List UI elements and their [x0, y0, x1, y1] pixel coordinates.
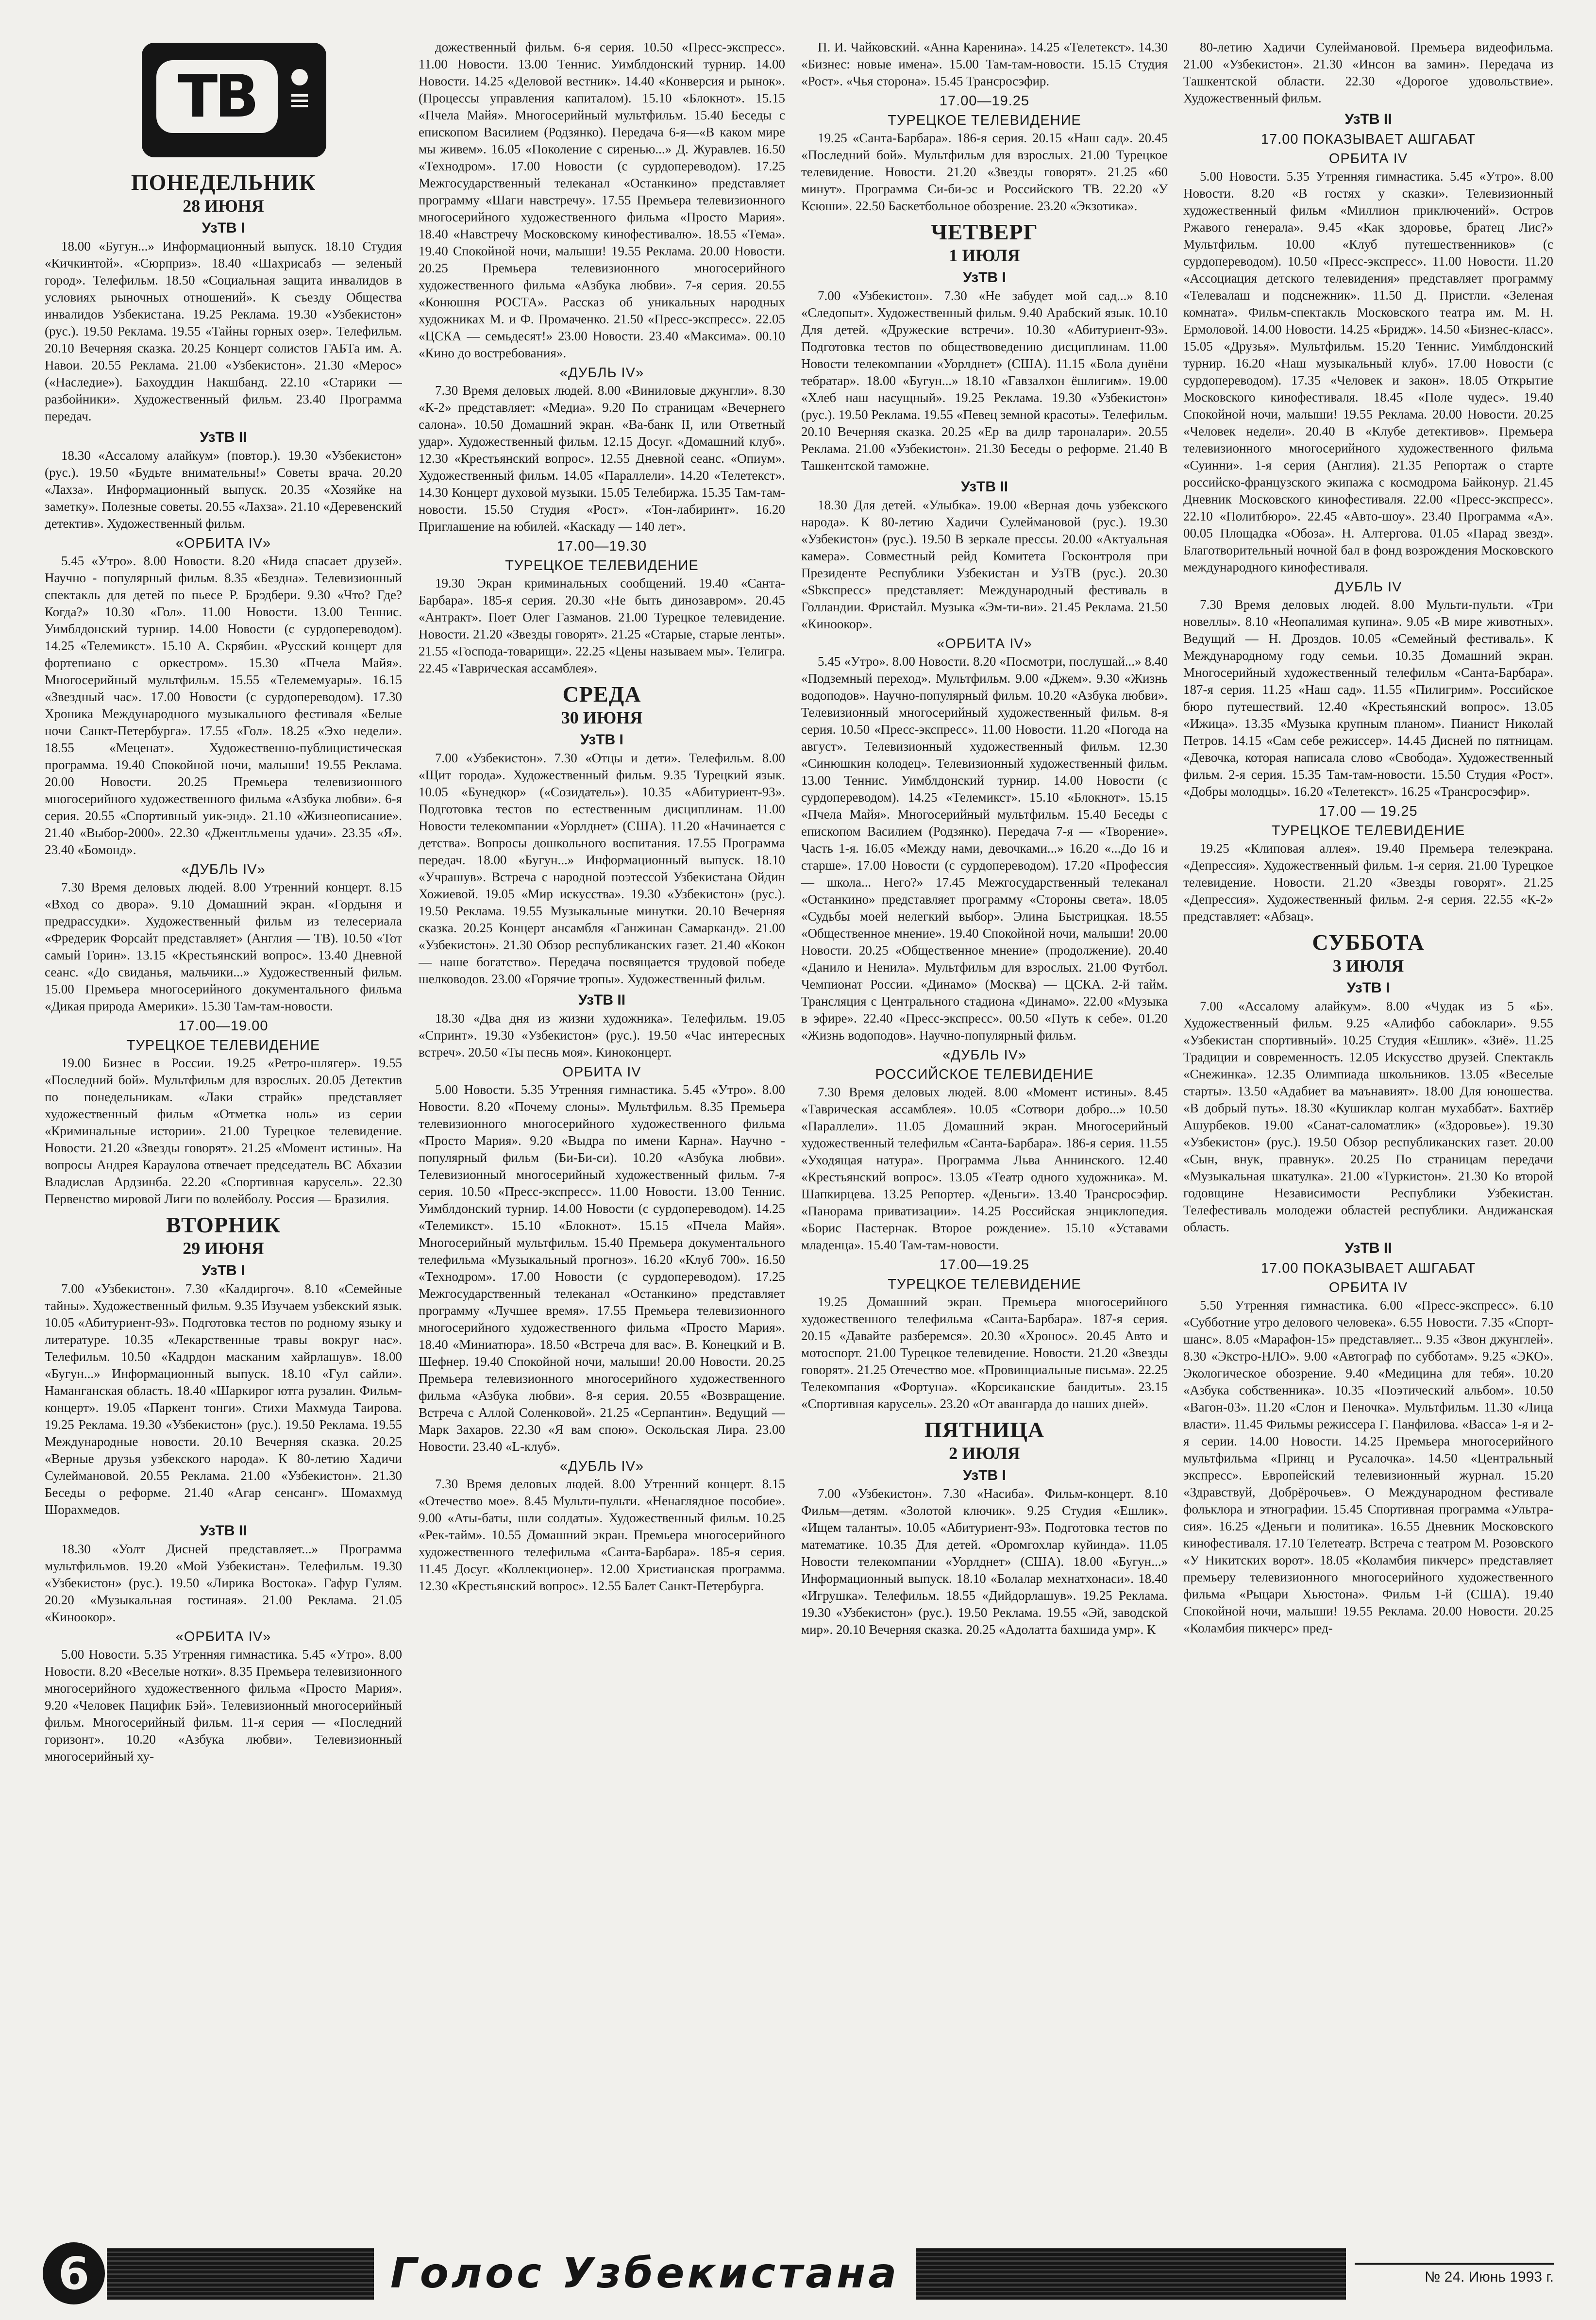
- program-listing: 7.30 Время деловых людей. 8.00 Мульти-пульти. «Три новеллы». 8.10 «Неопалимая купина». 9.05 «В мире животных». Ведущий — Н. Дроздов. 10.05 «Семейный фестиваль». К Международному году семьи. 10.35 Домашний экран. Многосерийный художественный телефильм «Санта-Барбара». 187-я серия. 11.25 «Наш сад». 11.55 «Пилигрим». Российское бюро путешествий. 12.40 «Крестьянский вопрос». 13.05 «Ижица». 13.35 «Музыка крупным планом». Пианист Николай Петров. 14.15 «Сам себе режиссер». 14.45 Дисней по пятницам. «Девочка, которая написала слово «Свобода». Художественный фильм. 2-я серия. 15.35 Там-там-новости. 15.50 Студия «Рост». «Добры молодцы». 16.20 «Телетекст». 16.25 «Трансросэфир».: [1183, 597, 1553, 799]
- column-1: [45, 165, 402, 2195]
- section-subheading: РОССИЙСКОЕ ТЕЛЕВИДЕНИЕ: [875, 1067, 1094, 1082]
- section-subheading: ОРБИТА IV: [562, 1064, 641, 1080]
- program-listing: 19.25 «Санта-Барбара». 186-я серия. 20.15 «Наш сад». 20.45 «Последний бой». Мультфильм для взрослых. 21.00 Турецкое телевидение. Новости. 21.20 «Звезды говорят». 21.25 «60 минут». Программа Си-би-эс и Российского ТВ. 22.20 «У Ксюши». 22.50 Баскетбольное обозрение. 23.20 «Экзотика».: [801, 131, 1168, 213]
- date-heading: 2 ИЮЛЯ: [949, 1444, 1020, 1463]
- program-listing: 18.00 «Бугун...» Информационный выпуск. 18.10 Студия «Кичкинтой». «Сюрприз». 18.40 «Шахрисабз — зеленый город». Телефильм. 18.50 «Социальная защита инвалидов в условиях рыночных отношений». К съезду Общества инвалидов Узбекистана. 19.25 Реклама. 19.30 «Узбекистон» (рус.). 19.50 Реклама. 19.55 «Тайны горных озер». Телефильм. 20.10 Вечерняя сказка. 20.25 Концерт солистов ГАБТа им. А. Навои. 20.55 Реклама. 21.00 «Узбекистон». 21.30 «Мерос» («Наследие»). Бахоуддин Накшбанд. 22.10 «Старики — разбойники». Художественный фильм. 23.40 Программа передач.: [45, 239, 402, 423]
- channel-heading: УзТВ II: [1344, 111, 1392, 127]
- date-heading: 1 ИЮЛЯ: [949, 246, 1020, 265]
- program-listing: 7.00 «Узбекистон». 7.30 «Отцы и дети». Телефильм. 8.00 «Щит города». Художественный фильм. 9.35 Турецкий язык. 10.05 «Бунедкор» («Созидатель»). 10.35 «Абитуриент-93». Подготовка тестов по естественным дисциплинам. 11.00 Новости телекомпании «Уорлднет» (США). 11.20 «Начинается с детства». Вопросы дошкольного воспитания. 17.55 Программа передач. 18.00 «Бугун...» Информационный выпуск. 18.10 «Учрашув». Встреча с народной поэтессой Узбекистана Ойдин Хожиевой. 19.05 «Мир искусства». 19.30 «Узбекистон» (рус.). 19.50 Реклама. 19.55 Музыкальные минутки. 20.10 Вечерняя сказка. 20.25 Концерт ансамбля «Ганжинан Самарканд». 21.00 «Узбекистон». 21.30 Обзор республиканских газет. 21.40 «Кокон — наше богатство». Передача посвящается трудовой победе шелководов. 23.00 «Горячие тропы». Художественный фильм.: [419, 751, 785, 986]
- program-listing: 7.00 «Ассалому алайкум». 8.00 «Чудак из 5 «Б». Художественный фильм. 9.25 «Алифбо сабоклари». 9.55 «Узбекистан спортивный». 10.25 Студия «Ешлик». «Зиё». 11.25 Традиции и современность. 12.05 Искусство друзей. Спектакль «Снежинка». 12.35 Олимпиада школьников. 13.05 «Веселые старты». 13.50 «Адабиет ва маънавият». 18.00 Для юношества. «В добрый путь». 18.30 «Кушиклар колган мухаббат». Бахтиёр Ашурбеков. 19.00 «Санат-саломатлик» («Здоровье»). 19.30 «Узбекистон» (рус.). 19.50 Обзор республиканских газет. 20.00 «Сын, внук, правнук». 20.25 По страницам передачи «Музыкальная шкатулка». 21.00 «Туркистон». 21.30 Ко второй годовщине Независимости Республики Узбекистан. Телефестиваль молодежи областей республики. Андижанская область.: [1183, 999, 1553, 1234]
- section-subheading: «ОРБИТА IV»: [937, 636, 1032, 652]
- program-listing: 19.00 Бизнес в России. 19.25 «Ретро-шлягер». 19.55 «Последний бой». Мультфильм для взрослых. 20.05 Детектив по понедельникам. «Лаки страйк» представляет художественный фильм «Отметка ноль» из серии «Криминальные истории». 21.00 Турецкое телевидение. Новости. 21.20 «Звезды говорят». 21.25 «Момент истины». На вопросы Андрея Караулова отвечает председатель ВС Абхазии Владислав Ардзинба. 22.20 «Спортивная карусель». 22.30 Первенство мировой Лиги по волейболу. Россия — Бразилия.: [45, 1056, 402, 1206]
- column-2: [419, 39, 785, 2195]
- section-subheading: 17.00 — 19.25: [1319, 804, 1418, 819]
- section-subheading: ТУРЕЦКОЕ ТЕЛЕВИДЕНИЕ: [888, 113, 1081, 128]
- channel-heading: УзТВ II: [1344, 1240, 1392, 1256]
- section-subheading: 17.00—19.25: [939, 1257, 1030, 1273]
- channel-heading: УзТВ II: [578, 992, 626, 1008]
- program-listing: 19.25 Домашний экран. Премьера многосерийного художественного телефильма «Санта-Барбара». 187-я серия. 20.15 «Давайте разберемся». 20.30 «Хронос». 20.45 Авто и мотоспорт. 21.00 Турецкое телевидение. Новости. 21.20 «Звезды говорят». 21.25 Отечество мое. «Провинциальные письма». 22.25 Телекомпания «Фортуна». «Корсиканские бандиты». 23.15 «Спортивная карусель». 23.20 «От авангарда до наших дней».: [801, 1294, 1168, 1411]
- section-subheading: ТУРЕЦКОЕ ТЕЛЕВИДЕНИЕ: [1271, 823, 1465, 839]
- program-listing: 5.45 «Утро». 8.00 Новости. 8.20 «Посмотри, послушай...» 8.40 «Подземный переход». Мультфильм. 9.00 «Джем». 9.30 «Жизнь водоподов». Научно-популярный фильм. 10.20 «Азбука любви». Телевизионный многосерийный художественный фильм. 8-я серия. 10.50 «Пресс-экспресс». 11.00 Новости. 11.20 «Погода на август». Телевизионный художественный фильм. 12.30 «Синюшкин колодец». Телевизионный художественный фильм. 13.00 Теннис. Уимблдонский турнир. 14.00 Новости (с сурдопереводом). 14.25 «Телемикст». 15.10 «Блокнот». 15.15 «Пчела Майя». Многосерийный мультфильм. 15.40 Беседы с епископом Василием (Родзянко). Передача 7-я — «Творение». Часть 1-я. 16.05 «Между нами, девочками...» 16.20 «...До 16 и старше». 17.00 Новости (с сурдопереводом). 17.20 «Профессия — школа... Него?» 17.45 Межгосударственный телеканал «Останкино» представляет программу «Стороны света». 18.05 «Судьбы моей нелегкий выбор». Элина Быстрицкая. 18.55 «Общественное мнение». 19.40 Спокойной ночи, малыши! 20.00 Новости. 20.25 «Общественное мнение» (продолжение). 20.40 «Данило и Ненила». Мультфильм для взрослых. 21.00 Футбол. Чемпионат России. «Динамо» (Москва) — ЦСКА. 2-й тайм. Трансляция с Центрального стадиона «Динамо». 22.00 «Музыка в эфире». 22.40 «Пресс-экспресс». 00.50 «Путь к себе». 01.20 «Жизнь водоподов». Научно-популярный фильм.: [801, 654, 1168, 1042]
- program-listing: 18.30 «Два дня из жизни художника». Телефильм. 19.05 «Спринт». 19.30 «Узбекистон» (рус.). 19.50 «Час интересных встреч». 20.50 «Ты песнь моя». Киноконцерт.: [419, 1011, 785, 1059]
- program-listing: 19.30 Экран криминальных сообщений. 19.40 «Санта-Барбара». 185-я серия. 20.30 «Не быть динозавром». 20.45 «Антракт». Поет Олег Газманов. 21.00 Турецкое телевидение. Новости. 21.20 «Звезды говорят». 21.25 «Старые, старые ленты». 21.55 «Господа-товарищи». 22.25 «Цены называем мы». Телигра. 22.45 «Таврическая ассамблея».: [419, 576, 785, 675]
- section-subheading: «ДУБЛЬ IV»: [942, 1047, 1027, 1063]
- date-heading: 3 ИЮЛЯ: [1332, 956, 1404, 975]
- day-heading: ПЯТНИЦА: [924, 1417, 1045, 1442]
- program-listing: 7.30 Время деловых людей. 8.00 «Момент истины». 8.45 «Таврическая ассамблея». 10.05 «Сотвори добро...» 10.50 «Параллели». 11.05 Домашний экран. Многосерийный художественный телефильм «Санта-Барбара». 186-я серия. 11.55 «Уходящая натура». Программа Льва Аннинского. 12.40 «Крестьянский вопрос». 13.05 «Театр одного художника». М. Шапкирцева. 13.25 Репортер. «Деньги». 13.40 Трансросэфир. «Панорама приватизации». 14.25 Российская энциклопедия. «Борис Пастернак. Второе рождение». 15.10 «Уставами младенца». 15.40 Там-там-новости.: [801, 1085, 1168, 1252]
- column-3: [801, 39, 1168, 2195]
- section-subheading: 17.00—19.30: [556, 538, 647, 554]
- program-listing: дожественный фильм. 6-я серия. 10.50 «Пресс-экспресс». 11.00 Новости. 13.00 Теннис. Уимблдонский турнир. 14.00 Новости. 14.25 «Деловой вестник». 14.40 «Конверсия и рынок». (Процессы управления капиталом). 15.10 «Блокнот». 15.15 «Пчела Майя». Многосерийный мультфильм. 15.40 Беседы с епископом Василием (Родзянко). Передача 6-я—«В каком мире мы живем». 16.05 «Поколение с сиренью...» Д. Журавлев. 16.50 «Технодром». 17.00 Новости (с сурдопереводом). 17.25 Межгосударственный телеканал «Останкино» представляет программу «Шаги навстречу». 17.55 Премьера телевизионного многосерийного художественного фильма «Просто Мария». 18.40 «Навстречу Московскому кинофестивалю». 18.55 «Тема». 19.40 Спокойной ночи, малыши! 19.55 Реклама. 20.00 Новости. 20.25 Премьера телевизионного многосерийного художественного фильма «Азбука любви». 7-я серия. 20.55 «Конюшня РОСТА». Рассказ об уникальных народных художниках М. и Ф. Промаченко. 21.50 «Пресс-экспресс». 22.05 «ЦСКА — семьдесят!» 23.00 Новости. 23.40 «Максима». 00.10 «Кино до востребования».: [419, 40, 785, 360]
- program-listing: 7.00 «Узбекистон». 7.30 «Не забудет мой сад...» 8.10 «Следопыт». Художественный фильм. 9.40 Арабский язык. 10.10 Для детей. «Дружеские встречи». 10.30 «Абитуриент-93». Подготовка тестов по обществоведению дисциплинам. 11.00 Новости телекомпании «Уорлднет» (США). 11.15 «Бола дунёни тебратар». 18.00 «Бугун...» 18.10 «Гавзалхон ёшлигим». 19.00 «Хлеб наш насущный». 19.25 Реклама. 19.30 «Узбекистон» (рус.). 19.50 Реклама. 19.55 «Певец земной красоты». Телефильм. 20.10 Вечерняя сказка. 20.25 «Ер ва дилр тароналари». 20.55 Реклама. 21.00 «Узбекистон». 21.30 Беседы о реформе. 21.40 В Ташкентской таможне.: [801, 288, 1168, 473]
- program-listing: П. И. Чайковский. «Анна Каренина». 14.25 «Телетекст». 14.30 «Бизнес: новые имена». 15.00 Там-там-новости. 15.15 Студия «Рост». «Чья сторона». 15.45 Трансросэфир.: [801, 40, 1168, 88]
- channel-heading: УзТВ I: [580, 732, 623, 748]
- program-listing: 5.45 «Утро». 8.00 Новости. 8.20 «Нида спасает друзей». Научно - популярный фильм. 8.35 «Бездна». Телевизионный спектакль для детей по пьесе Р. Брэдбери. 9.30 «Что? Где? Когда?» 10.30 «Гол». 11.00 Новости. 13.00 Теннис. Уимблдонский турнир. 14.00 Новости (с сурдопереводом). 14.25 «Телемикст». 15.10 А. Скрябин. «Русский концерт для фортепиано с оркестром». 15.30 «Пчела Майя». Многосерийный мультфильм. 15.55 «Телемемуары». 16.15 «Звездный час». 17.00 Новости (с сурдопереводом). 17.30 Хроника Международного музыкального фестиваля «Белые ночи Санкт-Петербурга». 17.55 «Гол». 18.25 «Эхо недели». 18.55 «Меценат». Художественно-публицистическая программа. 19.40 Спокойной ночи, малыши! 19.55 Реклама. 20.00 Новости. 20.25 Премьера телевизионного многосерийного художественного фильма «Азбука любви». 6-я серия. 20.55 «Спортивный уик-энд». 21.10 «Жизнеописание». 21.40 «Выбор-2000». 22.30 «Джентльмены удачи». 23.35 «Я». 23.40 «Бомонд».: [45, 554, 402, 857]
- program-listing: 18.30 Для детей. «Улыбка». 19.00 «Верная дочь узбекского народа». К 80-летию Хадичи Сулеймановой (рус.). 19.30 «Узбекистон» (рус.). 19.50 В зеркале прессы. 20.00 «Актуальная камера». Совместный рейд Комитета Госконтроля при Президенте Республики Узбекистан и УзТВ (рус.). 20.30 «Sbкспресс» представляет: Международный фестиваль в Голландии. Фристайл. Музыка «Эм-ти-ви». 21.45 Реклама. 21.50 «Киноокор».: [801, 498, 1168, 631]
- program-listing: 19.25 «Клиповая аллея». 19.40 Премьера телеэкрана. «Депрессия». Художественный фильм. 1-я серия. 21.00 Турецкое телевидение. Новости. 21.20 «Звезды говорят». 21.25 «Депрессия». Художественный фильм. 2-я серия. 22.55 «К-2» представляет: «Абзац».: [1183, 841, 1553, 924]
- section-subheading: 17.00—19.00: [178, 1018, 269, 1034]
- section-subheading: 17.00 ПОКАЗЫВАЕТ АШГАБАТ: [1260, 132, 1476, 147]
- section-subheading: 17.00 ПОКАЗЫВАЕТ АШГАБАТ: [1260, 1261, 1476, 1276]
- section-subheading: ОРБИТА IV: [1328, 1280, 1408, 1295]
- program-listing: 18.30 «Ассалому алайкум» (повтор.). 19.30 «Узбекистон» (рус.). 19.50 «Будьте внимательны!» Советы врача. 20.20 «Лахза». Информационный выпуск. 20.35 «Хозяйке на заметку». Полезные советы. 20.55 «Лахза». 21.10 «Деревенский детектив». Художественный фильм.: [45, 448, 402, 531]
- section-subheading: ОРБИТА IV: [1328, 151, 1408, 167]
- program-listing: 5.50 Утренняя гимнастика. 6.00 «Пресс-экспресс». 6.10 «Субботние утро делового человека». 6.55 Новости. 7.35 «Спорт-шанс». 8.05 «Марафон-15» представляет... 9.35 «Звон джунглей». 8.30 «Экстро-НЛО». 9.00 «Автограф по субботам». 9.25 «ЭКО». Экологическое обозрение. 9.40 «Медицина для тебя». 10.20 «Азбука собственника». 10.35 «Поэтический альбом». 10.50 «Вагон-03». 11.20 «Слон и Пеночка». Мультфильм. 11.30 «Лица власти». 11.45 Фильмы режиссера Г. Панфилова. «Васса» 1-я и 2-я серии. 14.00 Новости. 14.25 Премьера многосерийного мультфильма «Принц и Русалочка». 14.50 «Центральный экспресс». Европейский телевизионный журнал. 15.20 «Здравствуй, Добрёрочьев». О Международном фестивале фольклора и этнографии. 15.45 Спортивная программа «Ультра-сия». 16.25 «Деньги и политика». 16.55 Дневник Московского кинофестиваля. 17.10 Телетеатр. Встреча с театром М. Розовского «У Никитских ворот». 18.05 «Коламбия пикчерс» представляет премьеру телевизионного многосерийного художественного фильма «Рыцари Хьюстона». Фильм 1-й (США). 19.40 Спокойной ночи, малыши! 19.55 Реклама. 20.00 Новости. 20.25 «Коламбия пикчерс» пред-: [1183, 1298, 1553, 1635]
- day-heading: СУББОТА: [1312, 930, 1425, 955]
- page-number: 6: [43, 2242, 105, 2304]
- section-subheading: ТУРЕЦКОЕ ТЕЛЕВИДЕНИЕ: [505, 558, 699, 573]
- section-subheading: «ОРБИТА IV»: [175, 536, 271, 551]
- issue-info: № 24. Июнь 1993 г.: [1355, 2263, 1554, 2294]
- section-subheading: «ОРБИТА IV»: [175, 1629, 271, 1645]
- section-subheading: «ДУБЛЬ IV»: [181, 862, 266, 877]
- section-subheading: «ДУБЛЬ IV»: [559, 1459, 644, 1474]
- section-subheading: ТУРЕЦКОЕ ТЕЛЕВИДЕНИЕ: [888, 1277, 1081, 1292]
- tv-logo: [142, 43, 326, 157]
- channel-heading: УзТВ I: [963, 269, 1006, 286]
- date-heading: 28 ИЮНЯ: [183, 196, 264, 216]
- program-listing: 18.30 «Уолт Дисней представляет...» Программа мультфильмов. 19.20 «Мой Узбекистан». Телефильм. 19.30 «Узбекистон» (рус.). 19.50 «Лирика Востока». Гафур Гулям. 20.20 «Музыкальная гостиная». 21.00 Реклама. 21.05 «Киноокор».: [45, 1542, 402, 1624]
- section-subheading: «ДУБЛЬ IV»: [559, 365, 644, 381]
- program-listing: 80-летию Хадичи Сулеймановой. Премьера видеофильма. 21.00 «Узбекистон». 21.30 «Инсон ва замин». Передача из Ташкентской области. 22.30 «Дорогое удовольствие». Художественный фильм.: [1183, 40, 1553, 105]
- channel-heading: УзТВ I: [202, 1262, 245, 1278]
- program-listing: 7.00 «Узбекистон». 7.30 «Насиба». Фильм-концерт. 8.10 Фильм—детям. «Золотой ключик». 9.25 Студия «Ешлик». «Ищем таланты». 10.05 «Абитуриент-93». Подготовка тестов по математике. 10.35 Для детей. «Оромгохлар куйинда». 11.05 Новости телекомпании «Уорлднет» (США). 18.00 «Бугун...» Информационный выпуск. 18.10 «Болалар мехнатхонаси». 18.40 «Игрушка». Телефильм. 18.55 «Дийдорлашув». 19.25 Реклама. 19.30 «Узбекистон» (рус.). 19.50 Реклама. 19.55 «Эй, заводской мир». 20.10 Вечерняя сказка. 20.25 «Адолатта бахшида умр». К: [801, 1486, 1168, 1637]
- tv-logo-knobs: [287, 64, 312, 110]
- channel-heading: УзТВ I: [202, 220, 245, 236]
- tv-logo-text: ТВ: [156, 60, 278, 133]
- date-heading: 29 ИЮНЯ: [183, 1239, 264, 1258]
- program-listing: 7.30 Время деловых людей. 8.00 «Виниловые джунгли». 8.30 «К-2» представляет: «Медиа». 9.20 По страницам «Вечернего салона». 10.50 Домашний экран. «Ва-банк II, или Ответный удар». Художественный фильм. 12.15 Досуг. «Домашний клуб». 12.30 «Крестьянский вопрос». 12.55 Дневной сеанс. «Опиум». Художественный фильм. 14.05 «Параллели». 14.20 «Телетекст». 14.30 Концерт духовой музыки. 15.05 Телебиржа. 15.35 Там-там-новости. 15.50 Студия «Рост». «Тон-лабиринт». 16.20 Приглашение на юбилей. «Каскаду — 140 лет».: [419, 383, 785, 534]
- channel-heading: УзТВ I: [963, 1467, 1006, 1483]
- column-4: [1183, 39, 1553, 2195]
- day-heading: ПОНЕДЕЛЬНИК: [131, 170, 316, 195]
- channel-heading: УзТВ II: [960, 479, 1008, 495]
- program-listing: 5.00 Новости. 5.35 Утренняя гимнастика. 5.45 «Утро». 8.00 Новости. 8.20 «Почему слоны». Мультфильм. 8.35 Премьера телевизионного многосерийного художественного фильма «Просто Мария». 9.20 «Выдра по имени Карна». Научно - популярный фильм (Би-Би-си). 10.20 «Азбука любви». Телевизионный многосерийный художественный фильм. 7-я серия. 10.50 «Пресс-экспресс». 11.00 Новости. 13.00 Теннис. Уимблдонский турнир. 14.00 Новости (с сурдопереводом). 14.25 «Телемикст». 15.10 «Блокнот». 15.15 «Пчела Майя». Многосерийный мультфильм. 15.40 Премьера документального телефильма «Музыкальный прогноз». 16.20 «Клуб 700». 16.50 «Технодром». 17.00 Новости (с сурдопереводом). 17.25 Межгосударственный телеканал «Останкино» представляет программу «Лучшее время». 17.55 Премьера телевизионного многосерийного художественного фильма «Просто Мария». 18.40 «Миниатюра». 18.50 «Встреча для вас». В. Конецкий и В. Шефнер. 19.40 Спокойной ночи, малыши! 20.00 Новости. 20.25 Премьера телевизионного многосерийного художественного фильма «Азбука любви». 8-я серия. 20.55 «Возвращение. Встреча с Аллой Соленковой». 21.25 «Серпантин». Ведущий — Марк Захаров. 22.30 «Я вам спою». Оскольская Лира. 23.00 Новости. 23.40 «L-клуб».: [419, 1082, 785, 1454]
- day-heading: СРЕДА: [562, 682, 641, 706]
- day-heading: ЧЕТВЕРГ: [931, 219, 1038, 244]
- channel-heading: УзТВ II: [200, 1523, 247, 1539]
- program-listing: 5.00 Новости. 5.35 Утренняя гимнастика. 5.45 «Утро». 8.00 Новости. 8.20 «В гостях у сказки». Телевизионный художественный фильм «Миллион приключений». Остров Ржавого генерала». 9.45 «Как здоровье, братец Лис?» Мультфильм. 10.00 «Клуб путешественников» (с сурдопереводом). 10.50 «Пресс-экспресс». 11.00 Новости. 11.20 «Ассоциация детского телевидения» представляет программу «Телевалаш и подснежник». 11.50 Д. Пристли. «Зеленая комната». Фильм-спектакль Московского театра им. М. Н. Ермоловой. 14.00 Новости. 14.25 «Бридж». 14.50 «Бизнес-класс». 15.05 «Друзья». Мультфильм. 15.20 Теннис. Уимблдонский турнир. 16.20 «Наш музыкальный клуб». 17.00 Новости (с сурдопереводом). 17.35 «Человек и закон». 18.05 Открытие Московского кинофестиваля. 18.45 «Поле чудес». 19.40 Спокойной ночи, малыши! 19.55 Реклама. 20.00 Новости. 20.25 «Человек недели». 20.40 В «Клубе детективов». Премьера телевизионного многосерийного художественного фильма «Суинни». 1-я серия (Англия). 21.35 Репортаж о старте российско-французского экипажа с космодрома Байконур. 21.45 Дневник Московского кинофестиваля. 22.00 «Пресс-экспресс». 22.10 «Политбюро». 22.45 «Авто-шоу». 23.40 Программа «А». 00.05 Площадка «Обоза». Н. Алтергова. 01.05 «Парад звезд». Благотворительный ночной бал в фонд возрождения Московского международного кинофестиваля.: [1183, 169, 1553, 574]
- day-heading: ВТОРНИК: [166, 1212, 281, 1237]
- program-listing: 7.00 «Узбекистон». 7.30 «Калдиргоч». 8.10 «Семейные тайны». Художественный фильм. 9.35 Изучаем узбекский язык. 10.05 «Абитуриент-93». Подготовка тестов по родному языку и литературе. 10.35 «Лекарственные травы вокруг нас». Телефильм. 10.50 «Кадрдон масканим хайрлашув». 18.00 «Бугун...» Информационный выпуск. 18.10 «Гул сайли». Наманганская область. 18.40 «Шаркирог ютга рузалин. Фильм-концерт». 19.05 «Паркент тонги». Стихи Махмуда Таирова. 19.25 Реклама. 19.30 «Узбекистон» (рус.). 19.50 Реклама. 19.55 Международные новости. 20.10 Вечерняя сказка. 20.25 «Верные друзья узбекского народа». К 80-летию Хадичи Сулеймановой. 20.55 Реклама. 21.00 «Узбекистон». 21.30 Беседы о реформе. 21.40 «Агар сенсанг». Шомахмуд Шорахмедов.: [45, 1281, 402, 1517]
- program-listing: 7.30 Время деловых людей. 8.00 Утренний концерт. 8.15 «Вход со двора». 9.10 Домашний экран. «Гордыня и предрассудки». Художественный фильм из телесериала «Фредерик Форсайт представляет» (Англия — ТВ). 10.50 «Тот самый Горин». 13.15 «Крестьянский вопрос». 13.40 Дневной сеанс. «До свиданья, мальчики...» Художественный фильм. 15.00 Премьера многосерийного документального фильма «Дикая природа Америки». 15.30 Там-там-новости.: [45, 880, 402, 1013]
- channel-heading: УзТВ I: [1346, 980, 1390, 996]
- section-subheading: 17.00—19.25: [939, 93, 1030, 109]
- section-subheading: ТУРЕЦКОЕ ТЕЛЕВИДЕНИЕ: [126, 1038, 320, 1053]
- date-heading: 30 ИЮНЯ: [561, 708, 643, 727]
- program-listing: 5.00 Новости. 5.35 Утренняя гимнастика. 5.45 «Утро». 8.00 Новости. 8.20 «Веселые нотки». 8.35 Премьера телевизионного многосерийного художественного фильма «Просто Мария». 9.20 «Человек Пацифик Бэй». Телевизионный многосерийный фильм. Многосерийный фильм. 11-я серия — «Последний горизонт». 10.20 «Азбука любви». Телевизионный многосерийный ху-: [45, 1647, 402, 1764]
- program-listing: 7.30 Время деловых людей. 8.00 Утренний концерт. 8.15 «Отечество мое». 8.45 Мульти-пульти. «Ненаглядное пособие». 9.00 «Аты-баты, шли солдаты». Художественный фильм. 10.25 «Рек-тайм». 10.55 Домашний экран. Премьера многосерийного художественного телефильма «Санта-Барбара». 185-я серия. 11.45 Досуг. «Коллекционер». 12.00 Христианская программа. 12.30 «Крестьянский вопрос». 12.55 Балет Санкт-Петербурга.: [419, 1477, 785, 1593]
- masthead-title: Голос Узбекистана: [374, 2242, 916, 2304]
- channel-heading: УзТВ II: [200, 429, 247, 445]
- section-subheading: ДУБЛЬ IV: [1334, 579, 1402, 595]
